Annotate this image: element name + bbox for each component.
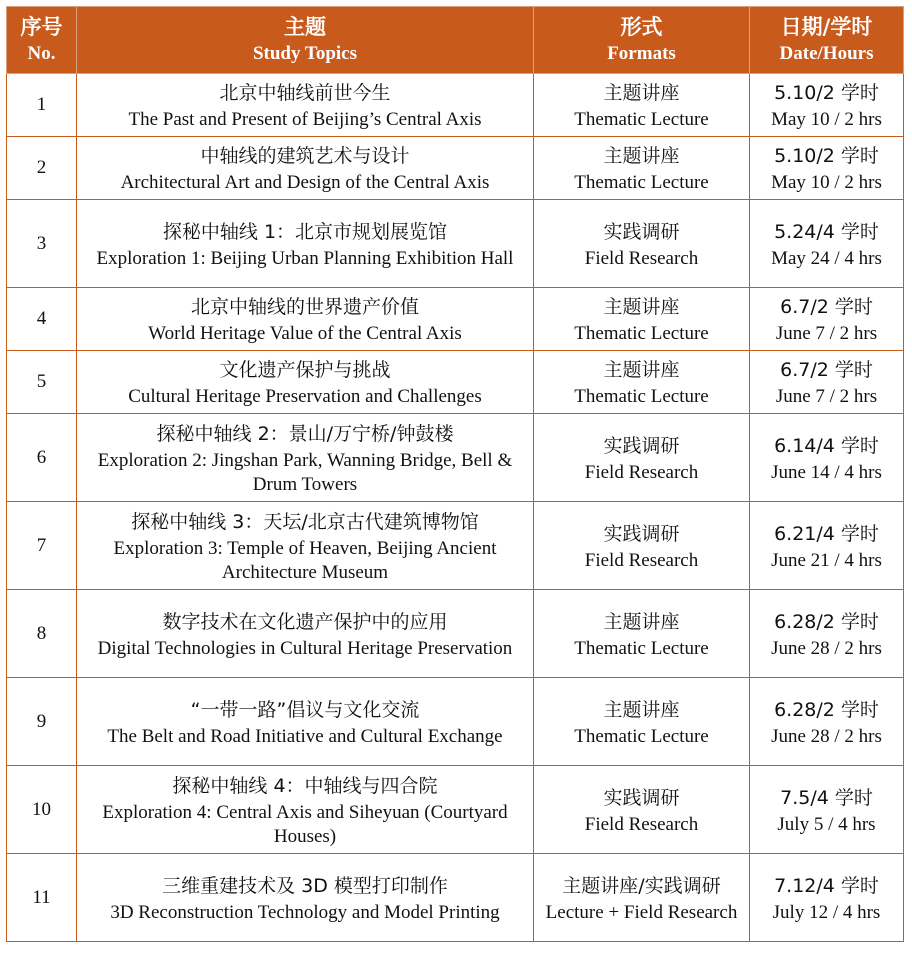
row-date bbox=[750, 74, 904, 137]
date-en: June 28 / 2 hrs bbox=[771, 637, 882, 659]
topic-en: Exploration 3: Temple of Heaven, Beijing Ancient Architecture Museum bbox=[113, 537, 497, 583]
date-zh: 6.14/4 学时 bbox=[774, 434, 879, 457]
row-format bbox=[534, 766, 750, 854]
format-en: Field Research bbox=[584, 461, 699, 483]
date-en: May 10 / 2 hrs bbox=[771, 109, 882, 130]
format-zh: 主题讲座/实践调研 bbox=[562, 874, 721, 897]
topic-en: Exploration 4: Central Axis and Siheyuan (Courtyard Houses) bbox=[102, 801, 508, 847]
topic-zh: 北京中轴线前世今生 bbox=[219, 82, 391, 104]
topic-en: Digital Technologies in Cultural Heritage Preservation bbox=[97, 637, 513, 659]
row-topic bbox=[77, 766, 534, 854]
row-format bbox=[534, 854, 750, 942]
row-format bbox=[534, 590, 750, 678]
header-date-en: Date/Hours bbox=[779, 43, 874, 64]
format-en: Field Research bbox=[584, 549, 699, 571]
row-format bbox=[534, 288, 750, 351]
date-zh: 7.5/4 学时 bbox=[780, 786, 873, 809]
header-no-en: No. bbox=[27, 43, 56, 64]
format-en: Thematic Lecture bbox=[574, 109, 709, 130]
date-zh: 7.12/4 学时 bbox=[774, 874, 879, 897]
topic-en: Architectural Art and Design of the Central Axis bbox=[120, 172, 490, 193]
row-topic bbox=[77, 74, 534, 137]
topic-zh: 探秘中轴线 3：天坛/北京古代建筑博物馆 bbox=[131, 510, 479, 533]
header-format-en: Formats bbox=[607, 43, 676, 64]
row-date bbox=[750, 854, 904, 942]
row-topic bbox=[77, 351, 534, 414]
row-date bbox=[750, 200, 904, 288]
format-en: Thematic Lecture bbox=[574, 172, 709, 193]
topic-zh: 探秘中轴线 2：景山/万宁桥/钟鼓楼 bbox=[156, 422, 454, 445]
row-topic bbox=[77, 854, 534, 942]
header-no-zh: 序号 bbox=[20, 15, 63, 39]
format-zh: 主题讲座 bbox=[603, 82, 680, 104]
row-date bbox=[750, 590, 904, 678]
topic-en: Cultural Heritage Preservation and Challenges bbox=[128, 386, 482, 407]
row-topic bbox=[77, 678, 534, 766]
date-en: June 14 / 4 hrs bbox=[771, 461, 882, 483]
row-date bbox=[750, 288, 904, 351]
row-format bbox=[534, 74, 750, 137]
header-no bbox=[7, 7, 77, 74]
row-no: 10 bbox=[7, 766, 77, 854]
row-no: 1 bbox=[7, 74, 77, 137]
topic-zh: 数字技术在文化遗产保护中的应用 bbox=[162, 610, 448, 633]
topic-zh: 探秘中轴线 4：中轴线与四合院 bbox=[172, 774, 438, 797]
format-zh: 实践调研 bbox=[603, 434, 680, 457]
row-no: 7 bbox=[7, 502, 77, 590]
header-topic-en: Study Topics bbox=[252, 43, 358, 64]
table-row bbox=[7, 502, 904, 590]
row-topic bbox=[77, 288, 534, 351]
table-row bbox=[7, 766, 904, 854]
row-date bbox=[750, 351, 904, 414]
format-en: Field Research bbox=[584, 247, 699, 269]
schedule-table bbox=[6, 6, 904, 942]
topic-en: The Past and Present of Beijing’s Central Axis bbox=[128, 109, 482, 130]
row-format bbox=[534, 200, 750, 288]
format-zh: 主题讲座 bbox=[603, 296, 680, 318]
topic-en: World Heritage Value of the Central Axis bbox=[148, 323, 462, 344]
row-format bbox=[534, 414, 750, 502]
header-topic bbox=[77, 7, 534, 74]
format-en: Thematic Lecture bbox=[574, 725, 709, 747]
row-no: 3 bbox=[7, 200, 77, 288]
format-zh: 主题讲座 bbox=[603, 359, 680, 381]
date-zh: 5.10/2 学时 bbox=[774, 82, 879, 104]
table-row bbox=[7, 590, 904, 678]
row-topic bbox=[77, 200, 534, 288]
row-format bbox=[534, 137, 750, 200]
row-date bbox=[750, 414, 904, 502]
topic-en: The Belt and Road Initiative and Cultural Exchange bbox=[107, 725, 503, 747]
topic-en: 3D Reconstruction Technology and Model Printing bbox=[110, 901, 500, 923]
table-row bbox=[7, 351, 904, 414]
table-row bbox=[7, 414, 904, 502]
format-en: Thematic Lecture bbox=[574, 386, 709, 407]
topic-en: Exploration 2: Jingshan Park, Wanning Bridge, Bell & Drum Towers bbox=[97, 449, 513, 495]
row-topic bbox=[77, 137, 534, 200]
header-topic-zh: 主题 bbox=[284, 15, 326, 39]
format-zh: 主题讲座 bbox=[603, 610, 680, 633]
topic-zh: 文化遗产保护与挑战 bbox=[219, 359, 391, 381]
format-en: Thematic Lecture bbox=[574, 637, 709, 659]
date-en: June 28 / 2 hrs bbox=[771, 725, 882, 747]
date-zh: 6.7/2 学时 bbox=[780, 296, 873, 318]
date-en: June 21 / 4 hrs bbox=[771, 549, 882, 571]
format-en: Lecture + Field Research bbox=[545, 901, 738, 923]
table-row bbox=[7, 200, 904, 288]
date-zh: 6.7/2 学时 bbox=[780, 359, 873, 381]
row-format bbox=[534, 502, 750, 590]
topic-zh: 三维重建技术及 3D 模型打印制作 bbox=[162, 874, 448, 897]
row-topic bbox=[77, 502, 534, 590]
date-en: May 24 / 4 hrs bbox=[771, 247, 882, 269]
table-row bbox=[7, 74, 904, 137]
table-row bbox=[7, 288, 904, 351]
topic-zh: 探秘中轴线 1：北京市规划展览馆 bbox=[162, 220, 448, 243]
row-no: 2 bbox=[7, 137, 77, 200]
date-en: June 7 / 2 hrs bbox=[775, 386, 878, 407]
row-no: 5 bbox=[7, 351, 77, 414]
table-row bbox=[7, 137, 904, 200]
header-date bbox=[750, 7, 904, 74]
format-en: Thematic Lecture bbox=[574, 323, 709, 344]
date-zh: 6.21/4 学时 bbox=[774, 522, 879, 545]
header-format bbox=[534, 7, 750, 74]
header-format-zh: 形式 bbox=[620, 15, 663, 39]
format-zh: 主题讲座 bbox=[603, 145, 680, 167]
date-en: July 12 / 4 hrs bbox=[772, 901, 881, 923]
row-date bbox=[750, 766, 904, 854]
row-no: 6 bbox=[7, 414, 77, 502]
row-topic bbox=[77, 590, 534, 678]
row-no: 9 bbox=[7, 678, 77, 766]
row-no: 4 bbox=[7, 288, 77, 351]
date-zh: 6.28/2 学时 bbox=[774, 610, 879, 633]
header-date-zh: 日期/学时 bbox=[780, 15, 873, 39]
row-no: 11 bbox=[7, 854, 77, 942]
date-en: July 5 / 4 hrs bbox=[777, 813, 876, 835]
row-topic bbox=[77, 414, 534, 502]
date-zh: 5.10/2 学时 bbox=[774, 145, 879, 167]
row-date bbox=[750, 502, 904, 590]
row-no: 8 bbox=[7, 590, 77, 678]
row-date bbox=[750, 678, 904, 766]
date-en: May 10 / 2 hrs bbox=[771, 172, 882, 193]
format-zh: 实践调研 bbox=[603, 522, 680, 545]
topic-zh: “一带一路”倡议与文化交流 bbox=[190, 698, 420, 721]
topic-zh: 中轴线的建筑艺术与设计 bbox=[200, 145, 410, 167]
topic-en: Exploration 1: Beijing Urban Planning Exhibition Hall bbox=[96, 247, 514, 269]
header-row bbox=[7, 7, 904, 74]
table-row bbox=[7, 678, 904, 766]
format-zh: 主题讲座 bbox=[603, 698, 680, 721]
row-format bbox=[534, 678, 750, 766]
table-row bbox=[7, 854, 904, 942]
date-zh: 5.24/4 学时 bbox=[774, 220, 879, 243]
format-zh: 实践调研 bbox=[603, 220, 680, 243]
row-format bbox=[534, 351, 750, 414]
date-zh: 6.28/2 学时 bbox=[774, 698, 879, 721]
format-zh: 实践调研 bbox=[603, 786, 680, 809]
format-en: Field Research bbox=[584, 813, 699, 835]
topic-zh: 北京中轴线的世界遗产价值 bbox=[190, 296, 419, 318]
row-date bbox=[750, 137, 904, 200]
date-en: June 7 / 2 hrs bbox=[775, 323, 878, 344]
